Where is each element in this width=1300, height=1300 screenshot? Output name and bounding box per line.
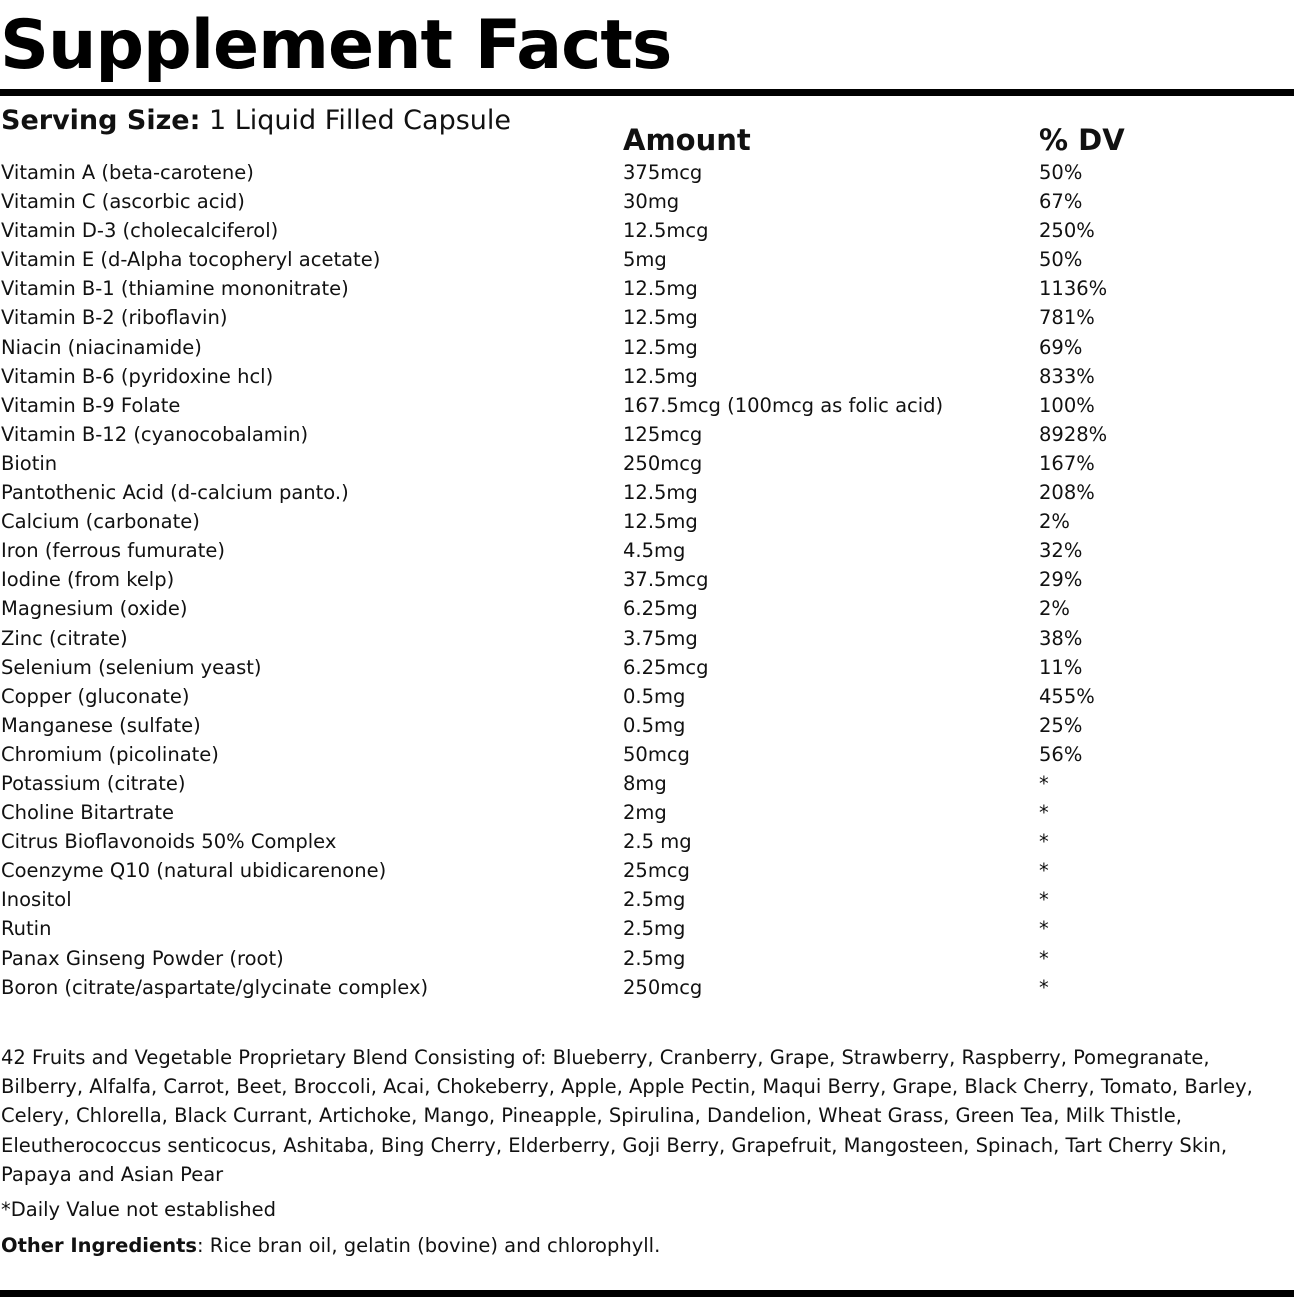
nutrient-amount: 125mcg — [623, 422, 703, 446]
nutrient-row — [0, 856, 1294, 885]
nutrient-row — [0, 827, 1294, 856]
nutrient-daily-value: 455% — [1039, 684, 1095, 708]
nutrient-row — [0, 391, 1294, 420]
nutrient-daily-value: * — [1039, 830, 1049, 854]
nutrient-daily-value: 781% — [1039, 306, 1095, 330]
nutrient-row — [0, 449, 1294, 478]
nutrient-daily-value: 32% — [1039, 539, 1083, 563]
nutrient-daily-value: 11% — [1039, 655, 1083, 679]
nutrient-name: Vitamin C (ascorbic acid) — [1, 190, 245, 214]
nutrient-row — [0, 653, 1294, 682]
nutrient-daily-value: 69% — [1039, 335, 1083, 359]
nutrient-daily-value: 67% — [1039, 190, 1083, 214]
nutrient-name: Calcium (carbonate) — [1, 510, 200, 534]
nutrient-row — [0, 594, 1294, 623]
nutrient-amount: 6.25mg — [623, 597, 698, 621]
nutrient-daily-value: 208% — [1039, 481, 1095, 505]
nutrient-name: Iodine (from kelp) — [1, 568, 175, 592]
nutrient-daily-value: 8928% — [1039, 422, 1108, 446]
nutrient-daily-value: 2% — [1039, 597, 1070, 621]
nutrient-name: Boron (citrate/aspartate/glycinate complex) — [1, 975, 429, 999]
nutrient-daily-value: 29% — [1039, 568, 1083, 592]
nutrient-name: Magnesium (oxide) — [1, 597, 188, 621]
nutrient-name: Pantothenic Acid (d-calcium panto.) — [1, 481, 349, 505]
nutrient-amount: 12.5mcg — [623, 219, 709, 243]
nutrient-row — [0, 507, 1294, 536]
nutrient-row — [0, 944, 1294, 973]
nutrient-daily-value: * — [1039, 771, 1049, 795]
nutrient-daily-value: * — [1039, 946, 1049, 970]
serving-size-value: 1 Liquid Filled Capsule — [200, 105, 511, 136]
nutrient-amount: 3.75mg — [623, 626, 698, 650]
nutrient-name: Zinc (citrate) — [1, 626, 128, 650]
nutrient-daily-value: 100% — [1039, 393, 1095, 417]
nutrient-name: Vitamin E (d-Alpha tocopheryl acetate) — [1, 248, 381, 272]
nutrient-amount: 25mcg — [623, 859, 690, 883]
nutrient-name: Vitamin B-2 (riboflavin) — [1, 306, 228, 330]
nutrient-amount: 12.5mg — [623, 277, 698, 301]
other-ingredients-label: Other Ingredients — [1, 1234, 198, 1257]
nutrient-row — [0, 245, 1294, 274]
nutrient-name: Inositol — [1, 888, 72, 912]
nutrient-daily-value: 1136% — [1039, 277, 1108, 301]
nutrient-amount: 2.5mg — [623, 888, 686, 912]
nutrient-amount: 6.25mcg — [623, 655, 709, 679]
nutrient-amount: 12.5mg — [623, 306, 698, 330]
nutrient-daily-value: 250% — [1039, 219, 1095, 243]
nutrient-row — [0, 565, 1294, 594]
nutrient-amount: 37.5mcg — [623, 568, 709, 592]
nutrient-amount: 12.5mg — [623, 335, 698, 359]
nutrient-name: Chromium (picolinate) — [1, 742, 219, 766]
nutrient-amount: 12.5mg — [623, 364, 698, 388]
nutrient-daily-value: 56% — [1039, 742, 1083, 766]
nutrient-name: Niacin (niacinamide) — [1, 335, 202, 359]
nutrient-row — [0, 740, 1294, 769]
nutrient-name: Selenium (selenium yeast) — [1, 655, 262, 679]
nutrient-amount: 2.5mg — [623, 946, 686, 970]
nutrient-list — [0, 158, 1294, 1002]
nutrient-amount: 375mcg — [623, 161, 703, 184]
nutrient-name: Vitamin A (beta-carotene) — [1, 161, 254, 184]
nutrient-amount: 4.5mg — [623, 539, 686, 563]
nutrient-amount: 12.5mg — [623, 481, 698, 505]
nutrient-daily-value: * — [1039, 975, 1049, 999]
nutrient-row — [0, 187, 1294, 216]
daily-value-footnote: *Daily Value not established — [1, 1198, 277, 1221]
nutrient-amount: 250mcg — [623, 975, 703, 999]
other-ingredients-value: : Rice bran oil, gelatin (bovine) and chlorophyll. — [197, 1234, 661, 1257]
daily-value-column-header: % DV — [1039, 123, 1125, 157]
nutrient-daily-value: 167% — [1039, 451, 1095, 475]
nutrient-name: Iron (ferrous fumurate) — [1, 539, 226, 563]
nutrient-row — [0, 885, 1294, 914]
nutrient-row — [0, 478, 1294, 507]
nutrient-row — [0, 536, 1294, 565]
nutrient-row — [0, 973, 1294, 1002]
nutrient-row — [0, 158, 1294, 187]
title-divider — [0, 89, 1294, 96]
bottom-divider — [0, 1290, 1294, 1297]
nutrient-daily-value: 50% — [1039, 161, 1083, 184]
serving-size — [1, 104, 511, 138]
amount-column-header: Amount — [623, 123, 751, 157]
nutrient-row — [0, 420, 1294, 449]
nutrient-name: Potassium (citrate) — [1, 771, 186, 795]
nutrient-amount: 50mcg — [623, 742, 690, 766]
nutrient-name: Choline Bitartrate — [1, 801, 174, 825]
nutrient-amount: 0.5mg — [623, 684, 686, 708]
nutrient-name: Citrus Bioflavonoids 50% Complex — [1, 830, 337, 854]
nutrient-name: Vitamin B-6 (pyridoxine hcl) — [1, 364, 274, 388]
nutrient-row — [0, 624, 1294, 653]
nutrient-amount: 30mg — [623, 190, 680, 214]
nutrient-amount: 250mcg — [623, 451, 703, 475]
nutrient-daily-value: 25% — [1039, 713, 1083, 737]
nutrient-daily-value: * — [1039, 801, 1049, 825]
nutrient-amount: 8mg — [623, 771, 667, 795]
nutrient-amount: 2.5 mg — [623, 830, 692, 854]
serving-size-label: Serving Size: — [1, 105, 201, 136]
nutrient-daily-value: 833% — [1039, 364, 1095, 388]
nutrient-name: Coenzyme Q10 (natural ubidicarenone) — [1, 859, 387, 883]
other-ingredients — [1, 1231, 660, 1260]
nutrient-amount: 5mg — [623, 248, 667, 272]
nutrient-daily-value: * — [1039, 859, 1049, 883]
nutrient-amount: 12.5mg — [623, 510, 698, 534]
nutrient-amount: 2mg — [623, 801, 667, 825]
nutrient-row — [0, 303, 1294, 332]
nutrient-name: Vitamin B-1 (thiamine mononitrate) — [1, 277, 349, 301]
nutrient-row — [0, 333, 1294, 362]
nutrient-row — [0, 216, 1294, 245]
nutrient-daily-value: * — [1039, 917, 1049, 941]
nutrient-name: Vitamin D-3 (cholecalciferol) — [1, 219, 279, 243]
nutrient-name: Vitamin B-9 Folate — [1, 393, 181, 417]
nutrient-amount: 0.5mg — [623, 713, 686, 737]
nutrient-name: Vitamin B-12 (cyanocobalamin) — [1, 422, 309, 446]
nutrient-row — [0, 914, 1294, 943]
nutrient-amount: 167.5mcg (100mcg as folic acid) — [623, 393, 944, 417]
nutrient-amount: 2.5mg — [623, 917, 686, 941]
nutrient-row — [0, 711, 1294, 740]
nutrient-daily-value: * — [1039, 888, 1049, 912]
nutrient-row — [0, 682, 1294, 711]
panel-title: Supplement Facts — [0, 6, 672, 85]
nutrient-daily-value: 50% — [1039, 248, 1083, 272]
nutrient-daily-value: 38% — [1039, 626, 1083, 650]
nutrient-row — [0, 274, 1294, 303]
nutrient-name: Rutin — [1, 917, 52, 941]
nutrient-row — [0, 798, 1294, 827]
nutrient-name: Copper (gluconate) — [1, 684, 190, 708]
nutrient-row — [0, 362, 1294, 391]
nutrient-row — [0, 769, 1294, 798]
proprietary-blend-text: 42 Fruits and Vegetable Proprietary Blend Consisting of: Blueberry, Cranberry, Grape, Strawberry, Raspberry, Pomegranate, Bilberry, Alfalfa, Carrot, Beet, Broccoli, Acai, Chokeberry, Apple, Apple Pectin, Maqui Berry, Grape, Black Cherry, Tomato, Barley, Celery, Chlorella, Black Currant, Artichoke, Mango, Pineapple, Spirulina, Dandelion, Wheat Grass, Green Tea, Milk Thistle, Eleutherococcus senticocus, Ashitaba, Bing Cherry, Elderberry, Goji Berry, Grapefruit, Mangosteen, Spinach, Tart Cherry Skin, Papaya and Asian Pear — [1, 1046, 1253, 1186]
nutrient-daily-value: 2% — [1039, 510, 1070, 534]
nutrient-name: Biotin — [1, 451, 58, 475]
nutrient-name: Panax Ginseng Powder (root) — [1, 946, 284, 970]
nutrient-name: Manganese (sulfate) — [1, 713, 201, 737]
